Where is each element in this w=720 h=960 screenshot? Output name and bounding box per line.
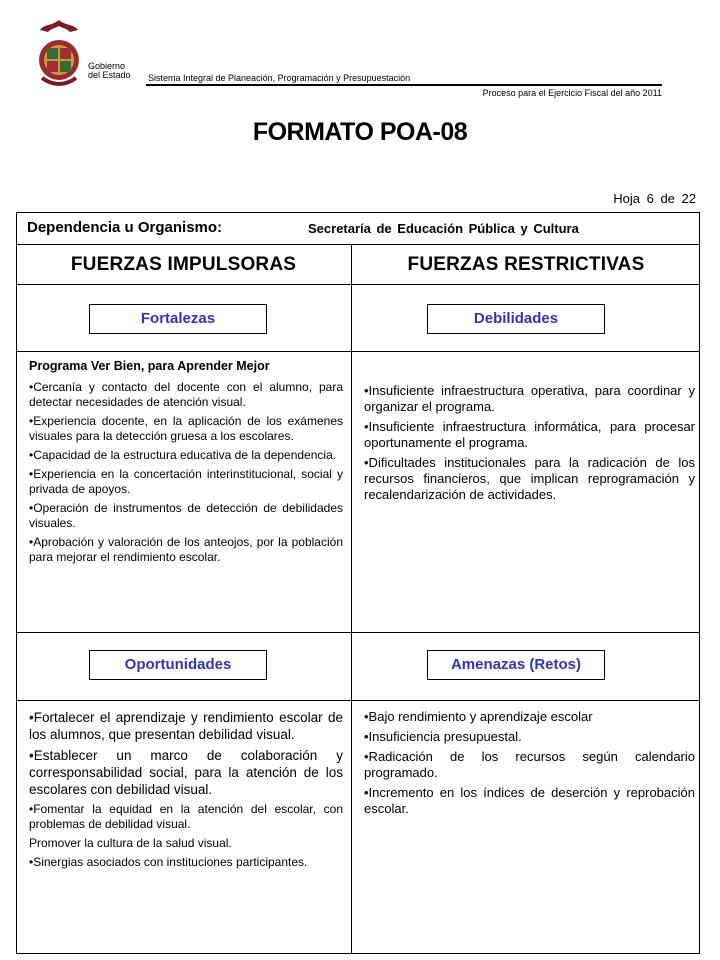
list-item: •Insuficiencia presupuestal. <box>364 729 522 744</box>
column-header-restraining-forces: FUERZAS RESTRICTIVAS <box>407 254 645 275</box>
divider <box>16 244 700 245</box>
threats-box: Amenazas (Retos) <box>427 650 605 680</box>
state-seal-logo <box>34 16 84 94</box>
column-header-driving-forces: FUERZAS IMPULSORAS <box>70 254 297 275</box>
list-item: •Incremento en los índices de deserción y reprobación escolar. <box>364 785 695 816</box>
column-divider <box>351 244 352 954</box>
sheet-number: Hoja 6 de 22 <box>613 191 696 206</box>
list-item: •Establecer un marco de colaboración y corresponsabilidad social, para la atención de los escolares con debilidad visual. <box>29 748 343 797</box>
fiscal-process: Proceso para el Ejercicio Fiscal del año 2011 <box>482 88 662 98</box>
divider <box>16 351 700 352</box>
list-item: •Dificultades institucionales para la radicación de los recursos financieros, que implican reprogramación y recalendarización de actividades. <box>364 455 695 502</box>
list-item: •Insuficiente infraestructura operativa, para coordinar y organizar el programa. <box>364 383 695 414</box>
strengths-list <box>29 359 343 569</box>
list-item: •Bajo rendimiento y aprendizaje escolar <box>364 709 593 724</box>
list-item: •Cercanía y contacto del docente con el alumno, para detectar necesidades de atención visual. <box>29 380 343 409</box>
opportunities-box: Oportunidades <box>89 650 267 680</box>
weaknesses-box: Debilidades <box>427 304 605 334</box>
list-item: •Fortalecer el aprendizaje y rendimiento escolar de los alumnos, que presentan debilidad visual. <box>29 710 343 742</box>
weaknesses-list <box>364 383 695 507</box>
threats-list <box>364 709 695 821</box>
list-item: •Aprobación y valoración de los anteojos, por la población para mejorar el rendimiento escolar. <box>29 535 343 564</box>
header-rule <box>146 84 662 86</box>
list-item: •Insuficiente infraestructura informática, para procesar oportunamente el programa. <box>364 419 695 450</box>
list-item: •Capacidad de la estructura educativa de la dependencia. <box>29 448 337 462</box>
page-title: FORMATO POA-08 <box>252 118 468 146</box>
list-item: •Radicación de los recursos según calendario programado. <box>364 749 695 780</box>
opportunities-list <box>29 709 343 874</box>
system-name: Sistema Integral de Planeación, Programación y Presupuestación <box>148 73 411 83</box>
divider <box>16 632 700 633</box>
government-label <box>88 62 131 80</box>
divider <box>16 284 700 285</box>
program-heading: Programa Ver Bien, para Aprender Mejor <box>29 359 270 373</box>
strengths-box: Fortalezas <box>89 304 267 334</box>
dependency-label: Dependencia u Organismo: <box>27 219 223 236</box>
list-item: •Fomentar la equidad en la atención del escolar, con problemas de debilidad visual. <box>29 802 343 831</box>
list-item: •Sinergias asociados con instituciones participantes. <box>29 855 308 869</box>
list-item: •Operación de instrumentos de detección de debilidades visuales. <box>29 501 343 530</box>
government-line-1: Gobierno <box>88 61 126 71</box>
government-line-2: del Estado <box>88 70 131 80</box>
list-item: •Experiencia en la concertación interinstitucional, social y privada de apoyos. <box>29 467 343 496</box>
list-item: Promover la cultura de la salud visual. <box>29 836 232 850</box>
divider <box>16 700 700 701</box>
list-item: •Experiencia docente, en la aplicación de los exámenes visuales para la detección gruesa a los escolares. <box>29 414 343 443</box>
dependency-value: Secretaría de Educación Pública y Cultura <box>308 221 579 236</box>
